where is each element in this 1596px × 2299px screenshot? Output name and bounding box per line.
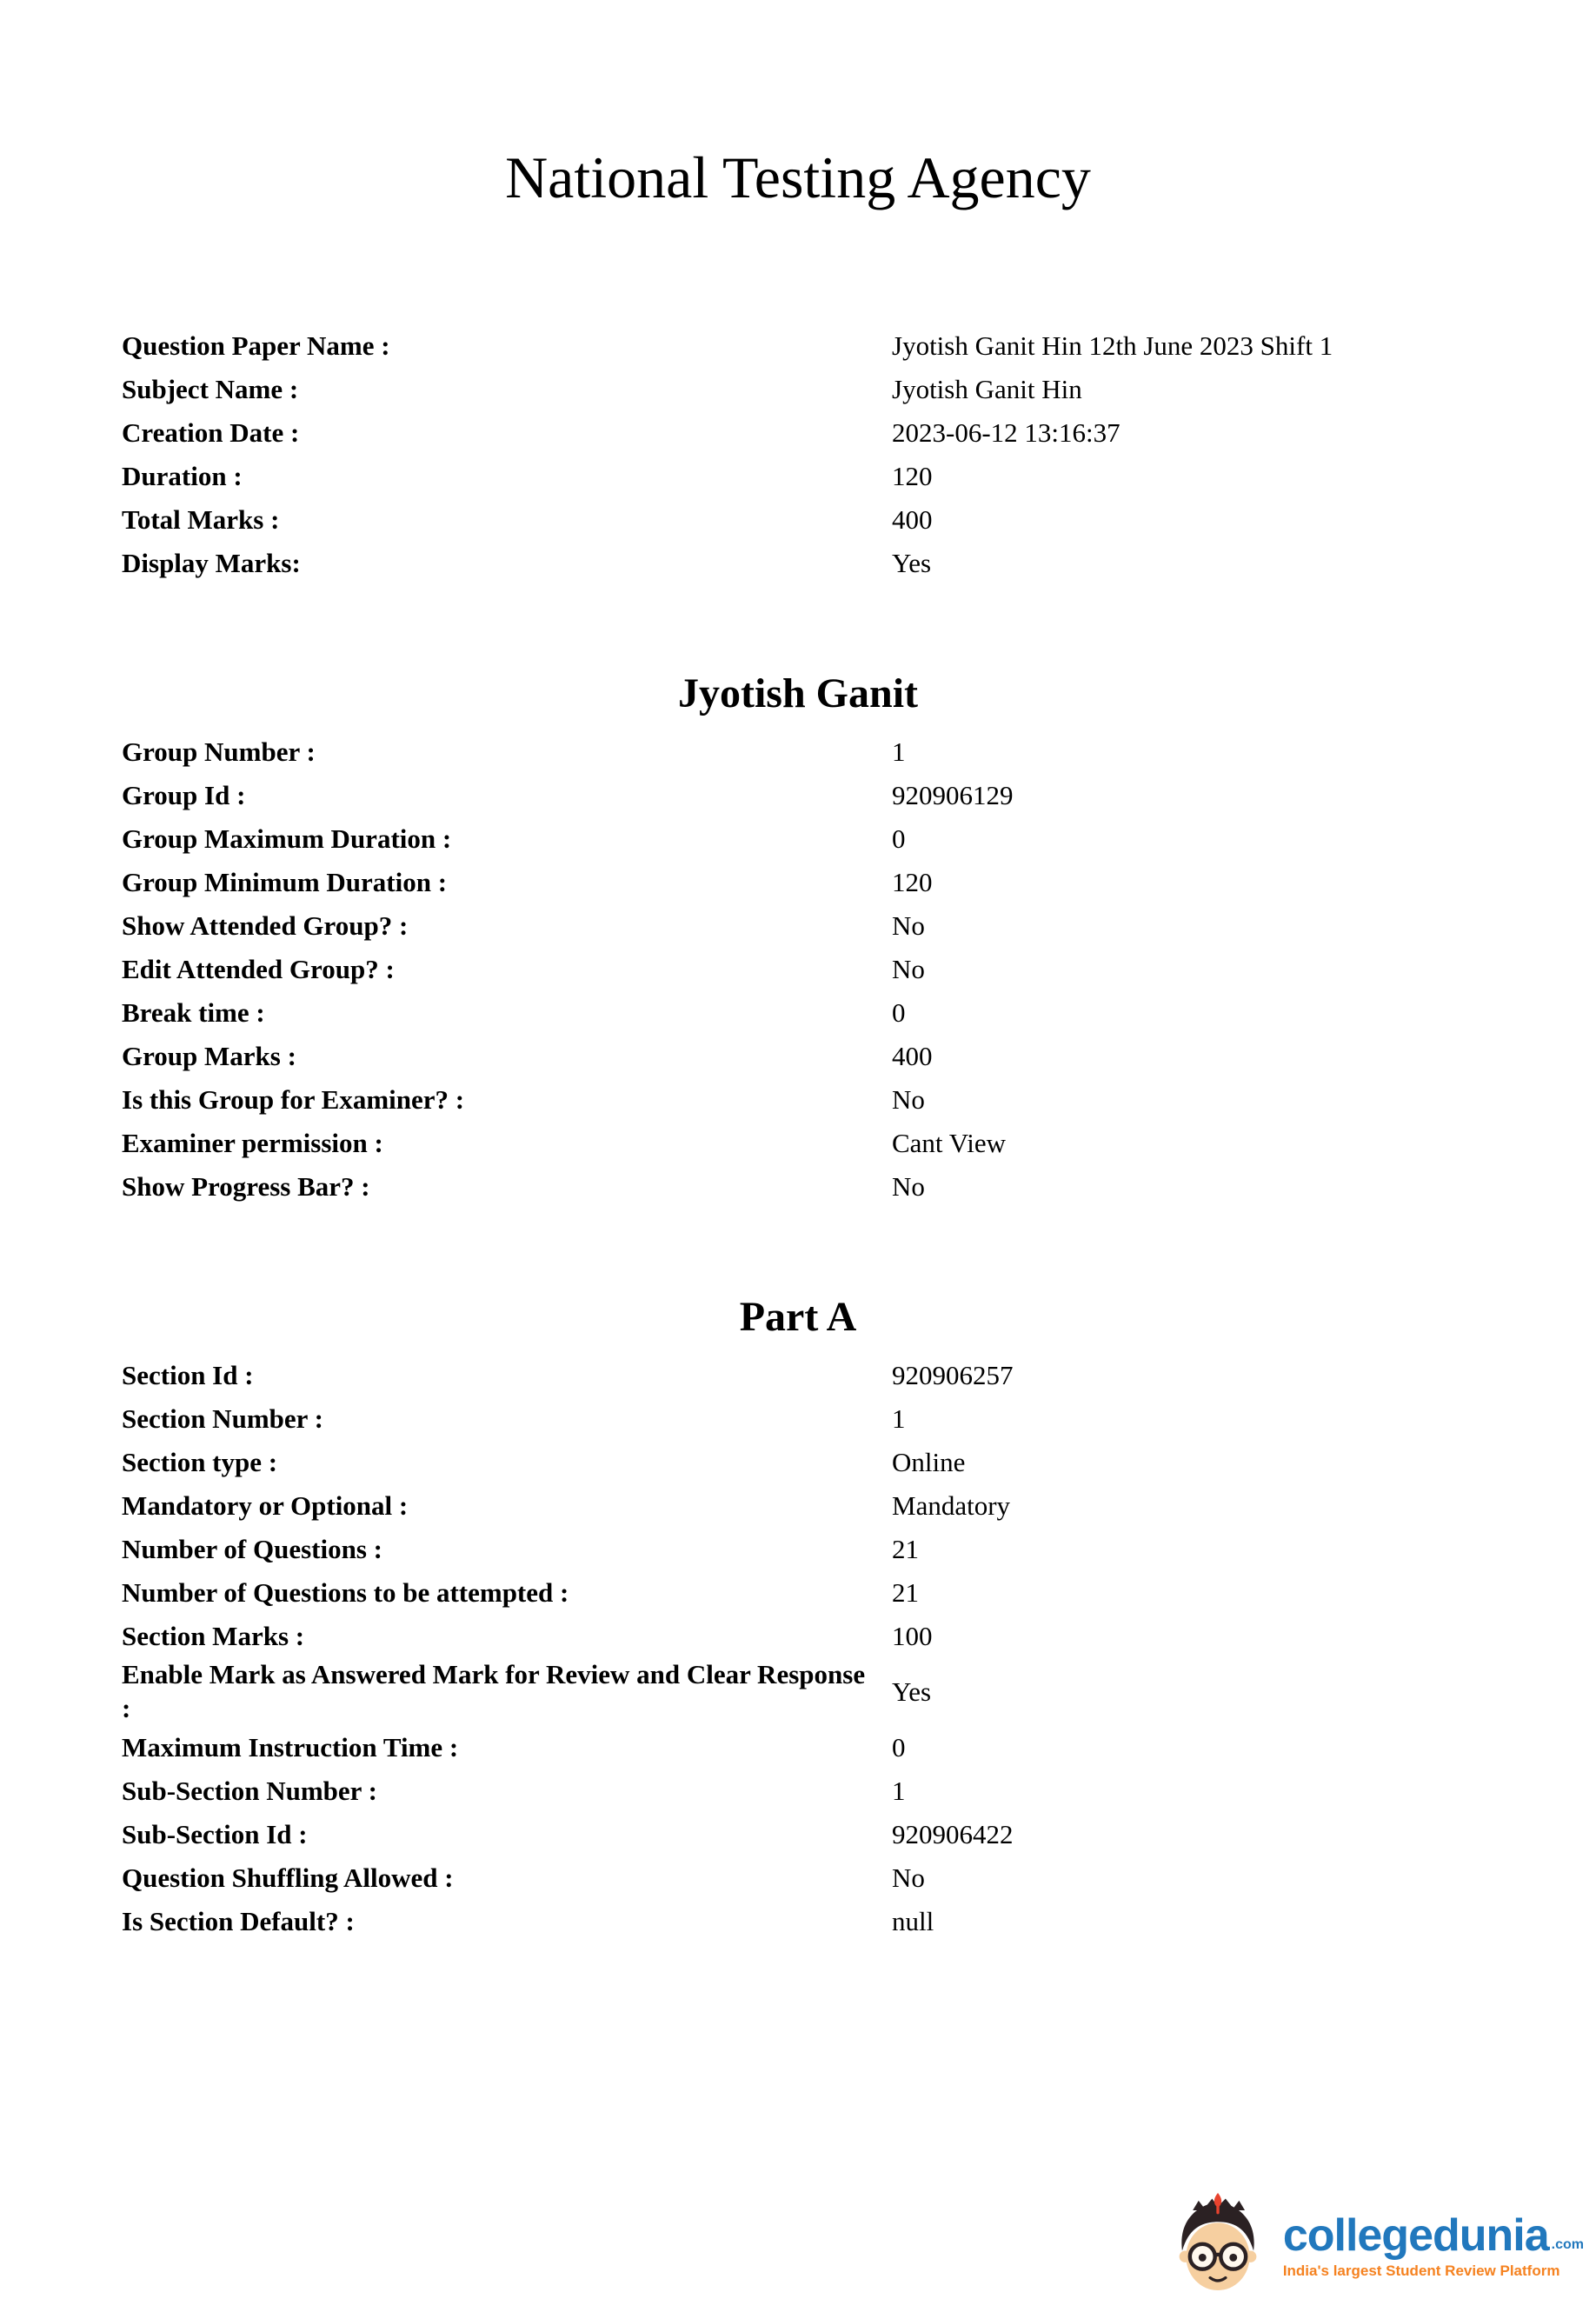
info-value: Jyotish Ganit Hin <box>892 374 1082 405</box>
info-row <box>122 948 1553 991</box>
part-a-section <box>0 1354 1596 1943</box>
info-value: 920906257 <box>892 1360 1014 1391</box>
collegedunia-mascot-icon <box>1165 2193 1271 2299</box>
info-value: Cant View <box>892 1128 1007 1159</box>
info-label: Number of Questions to be attempted : <box>122 1577 569 1609</box>
info-row <box>122 455 1553 498</box>
info-label: Is this Group for Examiner? : <box>122 1084 465 1116</box>
info-label: Break time : <box>122 997 265 1029</box>
info-label: Sub-Section Id : <box>122 1818 308 1849</box>
info-value: 100 <box>892 1621 933 1652</box>
brand-name-suffix: .com <box>1551 2236 1584 2252</box>
info-row <box>122 730 1553 774</box>
info-row <box>122 1658 1553 1726</box>
info-label: Group Number : <box>122 736 316 768</box>
info-value: Mandatory <box>892 1490 1011 1522</box>
info-value: 0 <box>892 1731 906 1763</box>
info-label: Examiner permission : <box>122 1128 383 1159</box>
info-value: 920906129 <box>892 780 1014 811</box>
collegedunia-logo <box>1165 2193 1584 2299</box>
info-row <box>122 1441 1553 1484</box>
info-label: Section Number : <box>122 1403 323 1435</box>
info-label: Section type : <box>122 1447 278 1478</box>
info-label: Group Minimum Duration : <box>122 867 448 898</box>
info-value: Yes <box>892 548 932 579</box>
brand-tagline: India's largest Student Review Platform <box>1282 2262 1560 2280</box>
info-value: 0 <box>892 823 906 855</box>
info-value: 400 <box>892 1041 933 1072</box>
info-row <box>122 1035 1553 1078</box>
brand-name-main: collegedunia <box>1282 2209 1549 2261</box>
info-row <box>122 542 1553 585</box>
info-value: No <box>892 1862 925 1893</box>
info-value: 21 <box>892 1534 919 1565</box>
group-section <box>0 730 1596 1209</box>
info-label: Subject Name : <box>122 374 299 405</box>
info-row <box>122 1165 1553 1209</box>
brand-text <box>1282 2209 1584 2281</box>
info-row <box>122 1900 1553 1943</box>
info-label: Section Marks : <box>122 1621 305 1652</box>
info-row <box>122 1078 1553 1122</box>
info-row <box>122 1397 1553 1441</box>
info-label: Mandatory or Optional : <box>122 1490 409 1522</box>
info-value: 2023-06-12 13:16:37 <box>892 417 1121 449</box>
info-value: 120 <box>892 461 933 492</box>
info-value: 920906422 <box>892 1818 1014 1849</box>
info-value: Online <box>892 1447 966 1478</box>
info-row <box>122 324 1553 368</box>
info-value: 1 <box>892 1775 906 1806</box>
info-row <box>122 1528 1553 1571</box>
info-row <box>122 861 1553 904</box>
info-row <box>122 1484 1553 1528</box>
info-row <box>122 1813 1553 1856</box>
brand-name <box>1282 2209 1584 2261</box>
info-value: Yes <box>892 1676 932 1707</box>
info-row <box>122 1726 1553 1769</box>
info-label: Duration : <box>122 461 243 492</box>
info-row <box>122 817 1553 861</box>
document-page <box>0 139 1596 2292</box>
info-label: Number of Questions : <box>122 1534 382 1565</box>
info-value: No <box>892 1084 925 1116</box>
info-label: Edit Attended Group? : <box>122 954 395 985</box>
part-a-section-heading: Part A <box>739 1294 857 1341</box>
info-label: Creation Date : <box>122 417 300 449</box>
info-row <box>122 1122 1553 1165</box>
info-label: Section Id : <box>122 1360 254 1391</box>
info-value: 21 <box>892 1577 919 1609</box>
info-label: Maximum Instruction Time : <box>122 1731 459 1763</box>
info-row <box>122 1354 1553 1397</box>
info-label: Show Progress Bar? : <box>122 1171 370 1203</box>
paper-info-section <box>0 324 1596 585</box>
info-row <box>122 991 1553 1035</box>
info-row <box>122 411 1553 455</box>
info-row <box>122 498 1553 542</box>
info-label: Sub-Section Number : <box>122 1775 377 1806</box>
info-label: Show Attended Group? : <box>122 910 409 942</box>
info-value: null <box>892 1905 934 1936</box>
info-label: Group Marks : <box>122 1041 296 1072</box>
info-label: Total Marks : <box>122 504 280 536</box>
info-label: Group Maximum Duration : <box>122 823 452 855</box>
info-row <box>122 368 1553 411</box>
info-value: 1 <box>892 1403 906 1435</box>
info-value: 0 <box>892 997 906 1029</box>
info-row <box>122 1769 1553 1813</box>
info-value: No <box>892 954 925 985</box>
info-value: 120 <box>892 867 933 898</box>
info-row <box>122 774 1553 817</box>
info-label: Is Section Default? : <box>122 1905 355 1936</box>
info-label: Question Shuffling Allowed : <box>122 1862 454 1893</box>
group-section-heading: Jyotish Ganit <box>677 670 919 717</box>
info-value: 1 <box>892 736 906 768</box>
info-row <box>122 1571 1553 1615</box>
page-title: National Testing Agency <box>505 144 1091 210</box>
info-row <box>122 904 1553 948</box>
info-label: Enable Mark as Answered Mark for Review and Clear Response : <box>122 1659 866 1724</box>
info-value: No <box>892 1171 925 1203</box>
info-label: Question Paper Name : <box>122 330 390 362</box>
info-row <box>122 1856 1553 1900</box>
info-label: Group Id : <box>122 780 246 811</box>
info-label: Display Marks: <box>122 548 301 579</box>
info-value: Jyotish Ganit Hin 12th June 2023 Shift 1 <box>892 330 1333 362</box>
info-value: 400 <box>892 504 933 536</box>
info-row <box>122 1615 1553 1658</box>
info-value: No <box>892 910 925 942</box>
